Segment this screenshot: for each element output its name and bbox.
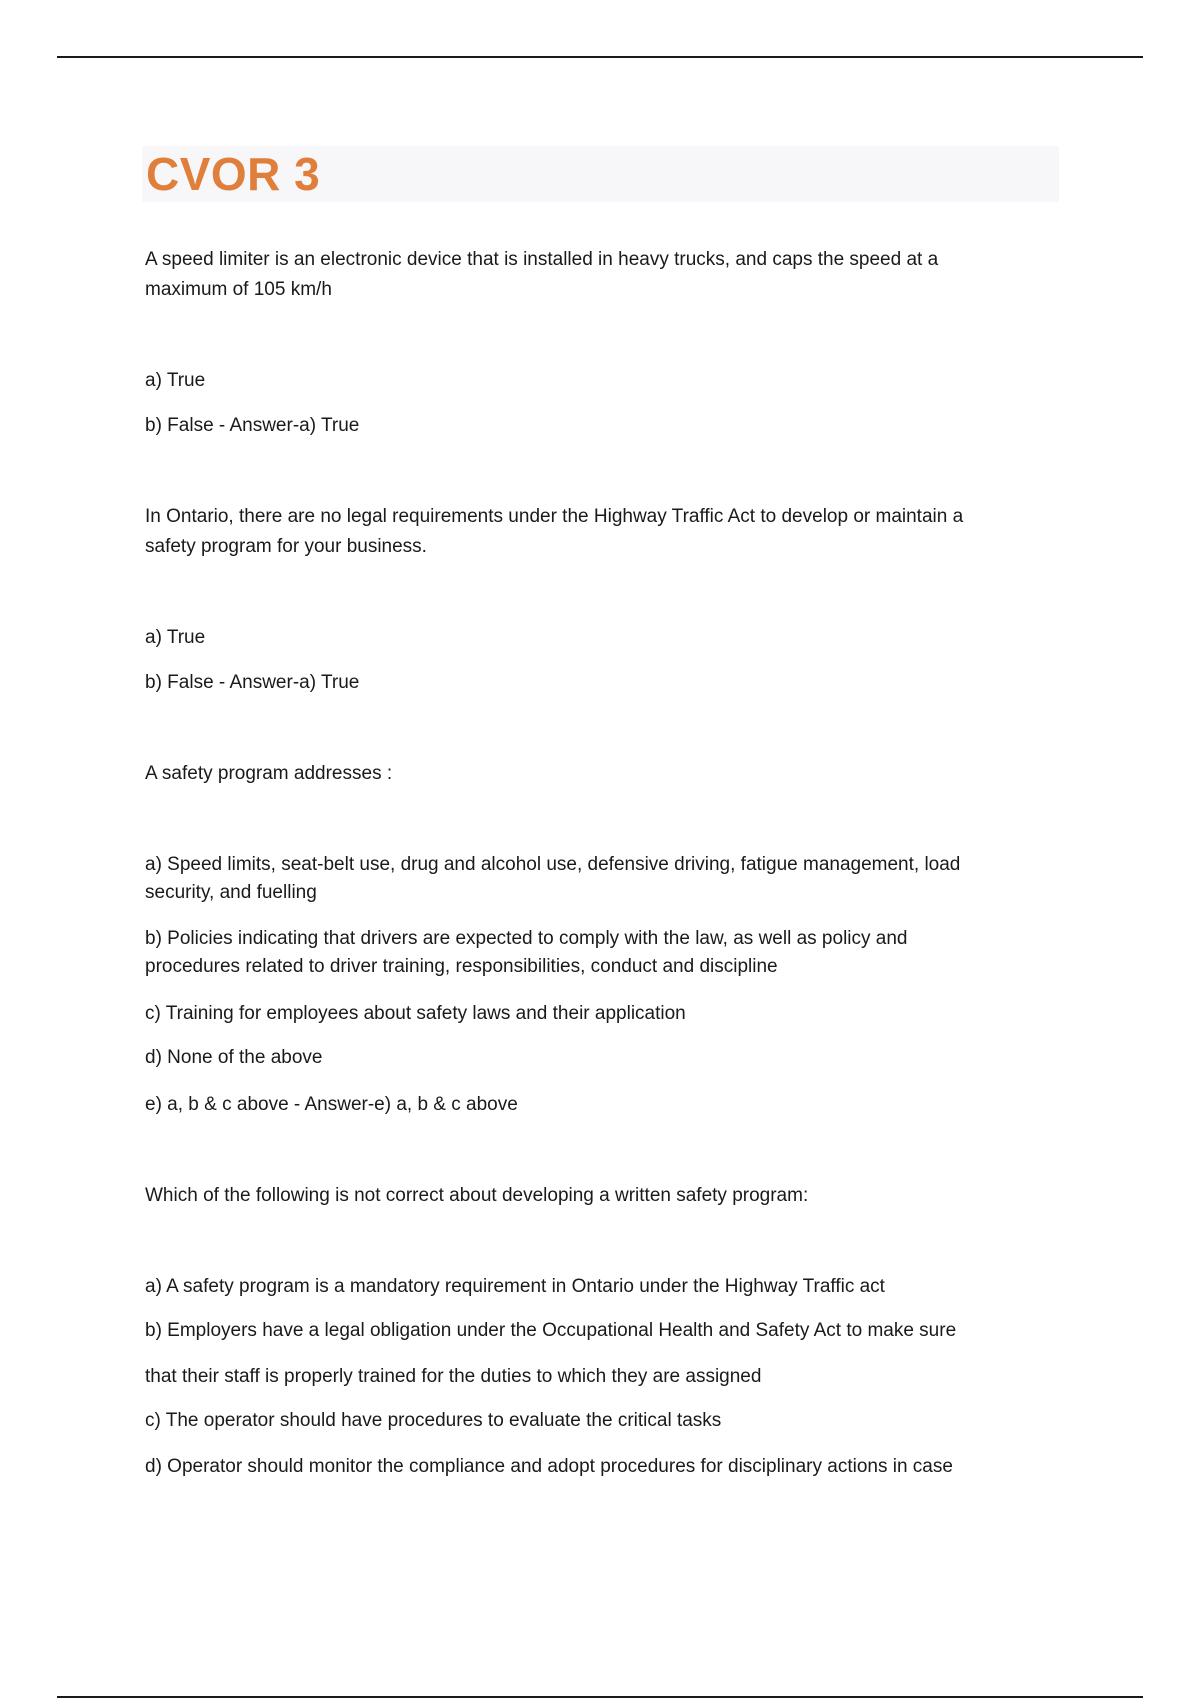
question-1-option-a: a) True (145, 370, 206, 391)
question-1-text-line-1: A speed limiter is an electronic device that is installed in heavy trucks, and caps the speed at a (145, 249, 939, 270)
question-3-option-e: e) a, b & c above - Answer-e) a, b & c above (145, 1094, 518, 1115)
question-3-option-a-line-2: security, and fuelling (145, 882, 317, 903)
question-4-option-c: c) The operator should have procedures to evaluate the critical tasks (145, 1410, 722, 1431)
bottom-rule (57, 1696, 1143, 1698)
question-3-option-d: d) None of the above (145, 1047, 323, 1068)
question-3-text: A safety program addresses : (145, 763, 393, 784)
question-4-option-a: a) A safety program is a mandatory requirement in Ontario under the Highway Traffic act (145, 1276, 885, 1297)
question-4-text: Which of the following is not correct about developing a written safety program: (145, 1185, 809, 1206)
top-rule (57, 56, 1143, 58)
question-4-option-d: d) Operator should monitor the compliance and adopt procedures for disciplinary actions in case (145, 1456, 953, 1477)
question-4-option-b-line-1: b) Employers have a legal obligation under the Occupational Health and Safety Act to make sure (145, 1320, 957, 1341)
question-2-text-line-1: In Ontario, there are no legal requirements under the Highway Traffic Act to develop or maintain a (145, 506, 964, 527)
question-2-text-line-2: safety program for your business. (145, 536, 427, 557)
question-2-option-b: b) False - Answer-a) True (145, 672, 360, 693)
question-1-text-line-2: maximum of 105 km/h (145, 279, 332, 300)
question-3-option-c: c) Training for employees about safety laws and their application (145, 1003, 686, 1024)
question-1-option-b: b) False - Answer-a) True (145, 415, 360, 436)
question-4-option-b-line-2: that their staff is properly trained for the duties to which they are assigned (145, 1366, 762, 1387)
question-2-option-a: a) True (145, 627, 206, 648)
question-3-option-b-line-2: procedures related to driver training, responsibilities, conduct and discipline (145, 956, 778, 977)
page-title: CVOR 3 (146, 148, 321, 200)
question-3-option-b-line-1: b) Policies indicating that drivers are expected to comply with the law, as well as policy and (145, 928, 908, 949)
question-3-option-a-line-1: a) Speed limits, seat-belt use, drug and alcohol use, defensive driving, fatigue management, load (145, 854, 961, 875)
